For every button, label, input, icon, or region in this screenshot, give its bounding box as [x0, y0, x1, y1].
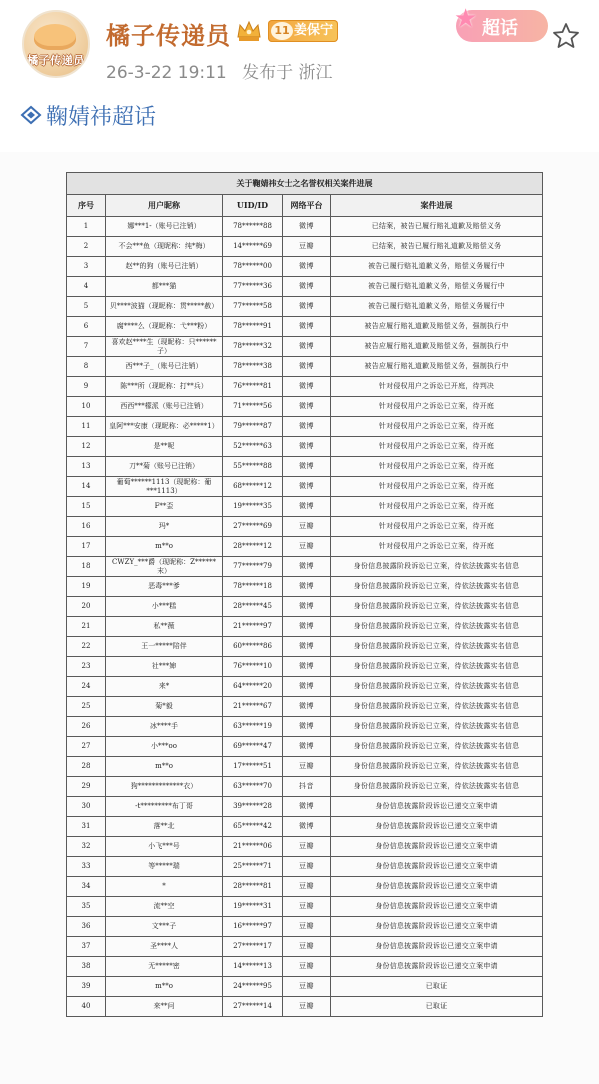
- cell-row-index: 33: [67, 857, 106, 877]
- cell-status: 被告应履行赔礼道歉及赔偿义务，强制执行中: [331, 337, 543, 357]
- cell-row-index: 4: [67, 277, 106, 297]
- cell-user-nickname: 刀**菊（账号已注销）: [106, 457, 223, 477]
- cell-row-index: 21: [67, 617, 106, 637]
- cell-row-index: 8: [67, 357, 106, 377]
- cell-user-uid: 19******35: [223, 497, 283, 517]
- cell-user-nickname: m**o: [106, 537, 223, 557]
- user-name[interactable]: 橘子传递员: [106, 22, 231, 50]
- cell-user-uid: 76******10: [223, 657, 283, 677]
- cell-user-nickname: 小***oo: [106, 737, 223, 757]
- table-row: [67, 517, 543, 537]
- cell-row-index: 13: [67, 457, 106, 477]
- cell-status: 针对侵权用户之诉讼已立案，待开庭: [331, 437, 543, 457]
- cell-user-nickname: 私**薇: [106, 617, 223, 637]
- cell-user-uid: 78******18: [223, 577, 283, 597]
- cell-status: 身份信息披露阶段诉讼已递交立案申请: [331, 877, 543, 897]
- cell-platform: 微博: [283, 417, 331, 437]
- cell-platform: 微博: [283, 737, 331, 757]
- cell-status: 针对侵权用户之诉讼已立案，待开庭: [331, 397, 543, 417]
- table-body: [67, 217, 543, 1017]
- cell-user-nickname: CWZY_***爵（现昵称：Z******末）: [106, 557, 223, 577]
- cell-row-index: 3: [67, 257, 106, 277]
- table-title: 关于鞠婧祎女士之名誉权相关案件进展: [67, 173, 543, 195]
- cell-platform: 微博: [283, 717, 331, 737]
- cell-status: 已结案，被告已履行赔礼道歉及赔偿义务: [331, 217, 543, 237]
- cell-user-nickname: 恶毒***爹: [106, 577, 223, 597]
- star-icon[interactable]: [552, 22, 580, 50]
- cell-status: 已取证: [331, 997, 543, 1017]
- cell-platform: 微博: [283, 657, 331, 677]
- cell-user-uid: 78******88: [223, 217, 283, 237]
- cell-status: 身份信息披露阶段诉讼已递交立案申请: [331, 857, 543, 877]
- table-row: [67, 537, 543, 557]
- sparkle-star-icon: ★: [454, 4, 478, 34]
- cell-status: 针对侵权用户之诉讼已立案，待开庭: [331, 537, 543, 557]
- supertopic-button[interactable]: [454, 4, 548, 42]
- cell-platform: 微博: [283, 577, 331, 597]
- cell-status: 针对侵权用户之诉讼已立案，待开庭: [331, 477, 543, 497]
- cell-row-index: 19: [67, 577, 106, 597]
- cell-status: 针对侵权用户之诉讼已开庭，待判决: [331, 377, 543, 397]
- cell-platform: 微博: [283, 217, 331, 237]
- table-row: [67, 377, 543, 397]
- column-header: UID/ID: [223, 195, 283, 217]
- cell-user-uid: 64******20: [223, 677, 283, 697]
- cell-status: 身份信息披露阶段诉讼已立案，待依法披露实名信息: [331, 637, 543, 657]
- cell-user-uid: 39******28: [223, 797, 283, 817]
- cell-row-index: 39: [67, 977, 106, 997]
- table-header-row: [67, 195, 543, 217]
- cell-status: 针对侵权用户之诉讼已立案，待开庭: [331, 457, 543, 477]
- cell-user-uid: 60******86: [223, 637, 283, 657]
- cell-platform: 微博: [283, 377, 331, 397]
- cell-user-uid: 78******38: [223, 357, 283, 377]
- table-row: [67, 557, 543, 577]
- fan-badge[interactable]: [268, 20, 338, 42]
- cell-platform: 豆瓣: [283, 517, 331, 537]
- table-row: [67, 277, 543, 297]
- cell-row-index: 38: [67, 957, 106, 977]
- cell-status: 身份信息披露阶段诉讼已递交立案申请: [331, 917, 543, 937]
- supertopic-button-label: 超话: [482, 18, 518, 39]
- table-row: [67, 597, 543, 617]
- table-row: [67, 897, 543, 917]
- table-row: [67, 337, 543, 357]
- cell-user-uid: 19******31: [223, 897, 283, 917]
- cell-status: 身份信息披露阶段诉讼已立案，待依法披露实名信息: [331, 737, 543, 757]
- cell-platform: 豆瓣: [283, 997, 331, 1017]
- table-row: [67, 937, 543, 957]
- cell-user-nickname: 贝****波猫（现昵称：贯*****赦）: [106, 297, 223, 317]
- cell-platform: 微博: [283, 357, 331, 377]
- cell-platform: 微博: [283, 317, 331, 337]
- cell-status: 身份信息披露阶段诉讼已立案，待依法披露实名信息: [331, 677, 543, 697]
- post-location: 发布于 浙江: [242, 63, 333, 83]
- cell-platform: 豆瓣: [283, 917, 331, 937]
- cell-status: 身份信息披露阶段诉讼已递交立案申请: [331, 817, 543, 837]
- cell-status: 身份信息披露阶段诉讼已立案，待依法披露实名信息: [331, 777, 543, 797]
- cell-row-index: 22: [67, 637, 106, 657]
- table-row: [67, 477, 543, 497]
- cell-user-nickname: 娜***1-（账号已注销）: [106, 217, 223, 237]
- cell-user-nickname: 来*: [106, 677, 223, 697]
- cell-platform: 豆瓣: [283, 857, 331, 877]
- table-row: [67, 437, 543, 457]
- cell-row-index: 11: [67, 417, 106, 437]
- table-row: [67, 777, 543, 797]
- table-row: [67, 497, 543, 517]
- cell-platform: 微博: [283, 257, 331, 277]
- cell-row-index: 15: [67, 497, 106, 517]
- cell-user-nickname: -t*********布丁哥: [106, 797, 223, 817]
- cell-row-index: 26: [67, 717, 106, 737]
- cell-user-nickname: 狗*************衣）: [106, 777, 223, 797]
- cell-user-uid: 78******00: [223, 257, 283, 277]
- column-header: 案件进展: [331, 195, 543, 217]
- cell-user-nickname: 赵**的狗（账号已注销）: [106, 257, 223, 277]
- cell-platform: 豆瓣: [283, 237, 331, 257]
- table-row: [67, 257, 543, 277]
- cell-user-uid: 77******79: [223, 557, 283, 577]
- table-row: [67, 877, 543, 897]
- cell-row-index: 30: [67, 797, 106, 817]
- cell-row-index: 9: [67, 377, 106, 397]
- cell-platform: 豆瓣: [283, 537, 331, 557]
- cell-user-nickname: 陈***所（现昵称：打**兵）: [106, 377, 223, 397]
- cell-row-index: 31: [67, 817, 106, 837]
- cell-status: 身份信息披露阶段诉讼已立案，待依法披露实名信息: [331, 697, 543, 717]
- cell-platform: 微博: [283, 697, 331, 717]
- cell-row-index: 1: [67, 217, 106, 237]
- cell-user-nickname: 社***婶: [106, 657, 223, 677]
- cell-user-nickname: 皇阿***安康（现昵称：必*****1）: [106, 417, 223, 437]
- cell-platform: 微博: [283, 457, 331, 477]
- cell-user-nickname: *: [106, 877, 223, 897]
- diamond-topic-icon: [20, 104, 42, 126]
- table-row: [67, 977, 543, 997]
- cell-status: 身份信息披露阶段诉讼已递交立案申请: [331, 797, 543, 817]
- topic-link[interactable]: [20, 100, 156, 130]
- post-date: 26-3-22 19:11: [106, 63, 227, 83]
- column-header: 序号: [67, 195, 106, 217]
- cell-user-uid: 21******67: [223, 697, 283, 717]
- cell-platform: 微博: [283, 637, 331, 657]
- cell-status: 针对侵权用户之诉讼已立案，待开庭: [331, 497, 543, 517]
- table-row: [67, 297, 543, 317]
- cell-user-nickname: 等*****瑞: [106, 857, 223, 877]
- table-row: [67, 457, 543, 477]
- cell-user-uid: 21******97: [223, 617, 283, 637]
- cell-platform: 微博: [283, 297, 331, 317]
- table-row: [67, 857, 543, 877]
- table-row: [67, 617, 543, 637]
- cell-user-uid: 27******69: [223, 517, 283, 537]
- avatar[interactable]: [22, 10, 90, 78]
- cell-row-index: 40: [67, 997, 106, 1017]
- post-image[interactable]: [0, 152, 599, 1084]
- cell-platform: 微博: [283, 497, 331, 517]
- cell-user-uid: 21******06: [223, 837, 283, 857]
- case-progress-table: [66, 172, 543, 1017]
- table-row: [67, 757, 543, 777]
- table-row: [67, 997, 543, 1017]
- cell-platform: 抖音: [283, 777, 331, 797]
- table-row: [67, 317, 543, 337]
- crown-icon: [236, 19, 262, 43]
- cell-user-uid: 14******13: [223, 957, 283, 977]
- cell-user-nickname: 文***子: [106, 917, 223, 937]
- cell-user-nickname: F**歪: [106, 497, 223, 517]
- table-row: [67, 237, 543, 257]
- cell-user-nickname: m**o: [106, 757, 223, 777]
- cell-user-uid: 27******14: [223, 997, 283, 1017]
- cell-row-index: 27: [67, 737, 106, 757]
- cell-row-index: 20: [67, 597, 106, 617]
- cell-platform: 微博: [283, 817, 331, 837]
- cell-user-nickname: 王一*****陪伴: [106, 637, 223, 657]
- cell-user-nickname: 圣****人: [106, 937, 223, 957]
- table-row: [67, 737, 543, 757]
- cell-row-index: 28: [67, 757, 106, 777]
- cell-platform: 微博: [283, 437, 331, 457]
- table-row: [67, 817, 543, 837]
- avatar-cat-illustration: [34, 24, 76, 50]
- table-row: [67, 217, 543, 237]
- cell-status: 身份信息披露阶段诉讼已递交立案申请: [331, 897, 543, 917]
- table-row: [67, 837, 543, 857]
- cell-status: 身份信息披露阶段诉讼已立案，待依法披露实名信息: [331, 597, 543, 617]
- cell-status: 被告已履行赔礼道歉义务，赔偿义务履行中: [331, 297, 543, 317]
- cell-platform: 豆瓣: [283, 877, 331, 897]
- cell-user-uid: 55******88: [223, 457, 283, 477]
- cell-user-nickname: 是**呢: [106, 437, 223, 457]
- cell-user-uid: 69******47: [223, 737, 283, 757]
- cell-platform: 豆瓣: [283, 977, 331, 997]
- cell-user-nickname: 无*****密: [106, 957, 223, 977]
- cell-row-index: 32: [67, 837, 106, 857]
- table-row: [67, 717, 543, 737]
- table-row: [67, 697, 543, 717]
- cell-platform: 微博: [283, 277, 331, 297]
- cell-status: 身份信息披露阶段诉讼已立案，待依法披露实名信息: [331, 717, 543, 737]
- cell-user-uid: 78******91: [223, 317, 283, 337]
- cell-status: 被告已履行赔礼道歉义务，赔偿义务履行中: [331, 257, 543, 277]
- cell-status: 被告应履行赔礼道歉及赔偿义务，强制执行中: [331, 357, 543, 377]
- cell-user-nickname: 玛*: [106, 517, 223, 537]
- cell-row-index: 35: [67, 897, 106, 917]
- cell-status: 被告应履行赔礼道歉及赔偿义务，强制执行中: [331, 317, 543, 337]
- cell-row-index: 29: [67, 777, 106, 797]
- cell-user-nickname: 冰****手: [106, 717, 223, 737]
- table-row: [67, 577, 543, 597]
- cell-user-nickname: 都***猫: [106, 277, 223, 297]
- table-row: [67, 637, 543, 657]
- cell-platform: 微博: [283, 337, 331, 357]
- avatar-text: 橘子传递员: [27, 54, 85, 67]
- cell-row-index: 16: [67, 517, 106, 537]
- cell-user-nickname: 西***子_（账号已注销）: [106, 357, 223, 377]
- cell-user-uid: 76******81: [223, 377, 283, 397]
- cell-status: 身份信息披露阶段诉讼已立案，待依法披露实名信息: [331, 617, 543, 637]
- cell-platform: 豆瓣: [283, 757, 331, 777]
- cell-user-uid: 17******51: [223, 757, 283, 777]
- cell-user-uid: 65******42: [223, 817, 283, 837]
- cell-platform: 微博: [283, 617, 331, 637]
- cell-user-uid: 71******56: [223, 397, 283, 417]
- cell-status: 已取证: [331, 977, 543, 997]
- cell-row-index: 2: [67, 237, 106, 257]
- cell-row-index: 6: [67, 317, 106, 337]
- cell-status: 被告已履行赔礼道歉义务，赔偿义务履行中: [331, 277, 543, 297]
- fan-badge-name: 姜保宁: [294, 23, 334, 38]
- table-row: [67, 957, 543, 977]
- cell-platform: 微博: [283, 597, 331, 617]
- cell-row-index: 10: [67, 397, 106, 417]
- cell-user-nickname: 葡萄******1113（现昵称：葡***1113）: [106, 477, 223, 497]
- table-row: [67, 657, 543, 677]
- cell-row-index: 25: [67, 697, 106, 717]
- cell-status: 身份信息披露阶段诉讼已立案，待依法披露实名信息: [331, 577, 543, 597]
- cell-row-index: 23: [67, 657, 106, 677]
- cell-row-index: 18: [67, 557, 106, 577]
- cell-status: 身份信息披露阶段诉讼已递交立案申请: [331, 837, 543, 857]
- cell-row-index: 34: [67, 877, 106, 897]
- column-header: 网络平台: [283, 195, 331, 217]
- cell-row-index: 7: [67, 337, 106, 357]
- cell-user-nickname: m**o: [106, 977, 223, 997]
- cell-user-nickname: 喜欢赵****生（现昵称：只******子）: [106, 337, 223, 357]
- cell-platform: 微博: [283, 477, 331, 497]
- cell-user-uid: 77******36: [223, 277, 283, 297]
- cell-row-index: 5: [67, 297, 106, 317]
- cell-user-nickname: 西西***檬派（账号已注销）: [106, 397, 223, 417]
- cell-user-uid: 25******71: [223, 857, 283, 877]
- cell-platform: 豆瓣: [283, 837, 331, 857]
- cell-user-nickname: 不会***鱼（现昵称：纯*梅）: [106, 237, 223, 257]
- fan-badge-level: 11: [271, 22, 293, 40]
- cell-user-nickname: 小***糕: [106, 597, 223, 617]
- cell-user-uid: 78******32: [223, 337, 283, 357]
- cell-user-uid: 68******12: [223, 477, 283, 497]
- table-row: [67, 917, 543, 937]
- cell-platform: 豆瓣: [283, 957, 331, 977]
- cell-user-nickname: 落**北: [106, 817, 223, 837]
- post-meta: [106, 58, 343, 83]
- cell-status: 针对侵权用户之诉讼已立案，待开庭: [331, 417, 543, 437]
- cell-user-uid: 27******17: [223, 937, 283, 957]
- post-header: [0, 0, 599, 150]
- cell-row-index: 37: [67, 937, 106, 957]
- cell-row-index: 14: [67, 477, 106, 497]
- cell-user-uid: 77******58: [223, 297, 283, 317]
- cell-status: 身份信息披露阶段诉讼已递交立案申请: [331, 937, 543, 957]
- cell-platform: 豆瓣: [283, 897, 331, 917]
- cell-row-index: 36: [67, 917, 106, 937]
- cell-user-nickname: 小飞***号: [106, 837, 223, 857]
- cell-status: 身份信息披露阶段诉讼已递交立案申请: [331, 957, 543, 977]
- table-row: [67, 357, 543, 377]
- cell-user-nickname: 来**问: [106, 997, 223, 1017]
- cell-user-uid: 16******97: [223, 917, 283, 937]
- cell-user-uid: 14******69: [223, 237, 283, 257]
- cell-user-uid: 28******81: [223, 877, 283, 897]
- cell-status: 身份信息披露阶段诉讼已立案，待依法披露实名信息: [331, 557, 543, 577]
- cell-status: 已结案，被告已履行赔礼道歉及赔偿义务: [331, 237, 543, 257]
- table-row: [67, 417, 543, 437]
- cell-platform: 微博: [283, 397, 331, 417]
- cell-platform: 微博: [283, 797, 331, 817]
- cell-user-uid: 63******19: [223, 717, 283, 737]
- table-row: [67, 397, 543, 417]
- cell-platform: 微博: [283, 557, 331, 577]
- cell-user-uid: 24******95: [223, 977, 283, 997]
- cell-user-nickname: 流**空: [106, 897, 223, 917]
- cell-user-uid: 79******87: [223, 417, 283, 437]
- cell-status: 身份信息披露阶段诉讼已立案，待依法披露实名信息: [331, 757, 543, 777]
- cell-user-uid: 52******63: [223, 437, 283, 457]
- cell-user-uid: 28******45: [223, 597, 283, 617]
- cell-platform: 微博: [283, 677, 331, 697]
- cell-user-nickname: 菊*毅: [106, 697, 223, 717]
- cell-row-index: 24: [67, 677, 106, 697]
- table-row: [67, 677, 543, 697]
- cell-row-index: 12: [67, 437, 106, 457]
- cell-user-nickname: 腐****么（现昵称：弋***粉）: [106, 317, 223, 337]
- cell-user-uid: 63******70: [223, 777, 283, 797]
- table-row: [67, 797, 543, 817]
- column-header: 用户昵称: [106, 195, 223, 217]
- cell-status: 身份信息披露阶段诉讼已立案，待依法披露实名信息: [331, 657, 543, 677]
- cell-platform: 豆瓣: [283, 937, 331, 957]
- cell-user-uid: 28******12: [223, 537, 283, 557]
- topic-link-label: 鞠婧祎超话: [46, 104, 157, 130]
- cell-row-index: 17: [67, 537, 106, 557]
- cell-status: 针对侵权用户之诉讼已立案，待开庭: [331, 517, 543, 537]
